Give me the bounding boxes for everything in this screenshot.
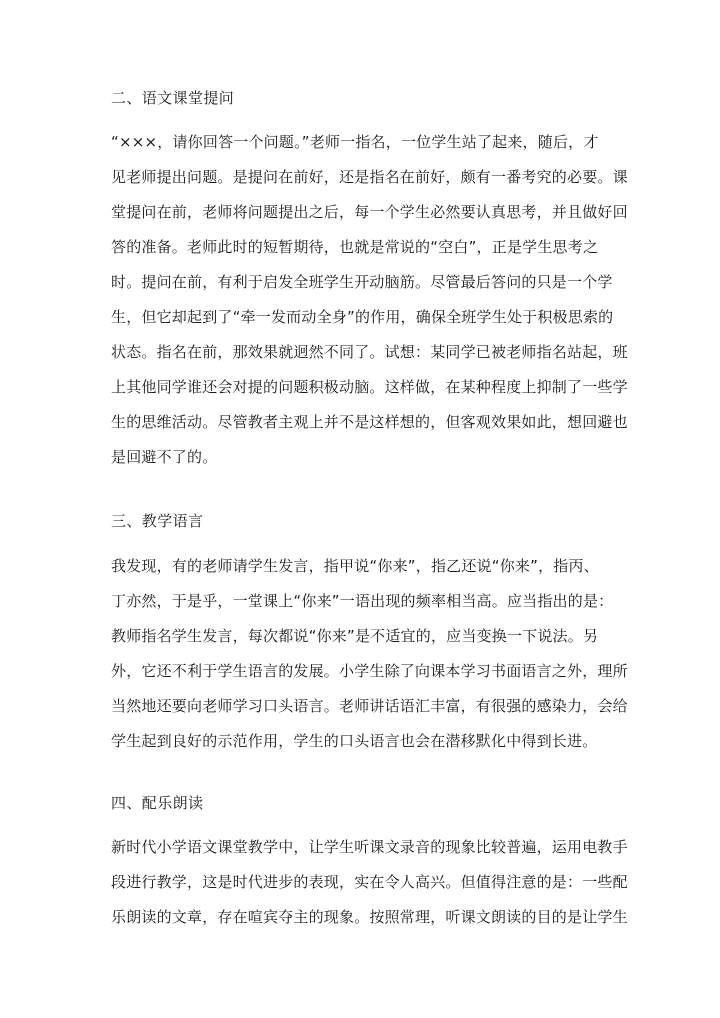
paragraph-line: 我发现，有的老师请学生发言，指甲说“你来”，指乙还说“你来”，指丙、	[111, 557, 599, 575]
paragraph-line: 答的准备。老师此时的短暂期待，也就是常说的“空白”，正是学生思考之	[111, 238, 599, 256]
paragraph-line: 当然地还要向老师学习口头语言。老师讲话语汇丰富，有很强的感染力，会给	[111, 697, 628, 715]
section-heading: 二、语文课堂提问	[111, 89, 235, 107]
paragraph-line: 生的思维活动。尽管教者主观上并不是这样想的，但客观效果如此，想回避也	[111, 413, 628, 431]
paragraph-line: “×××，请你回答一个问题。”老师一指名，一位学生站了起来，随后，才	[111, 133, 599, 151]
section-heading: 四、配乐朗读	[111, 794, 204, 812]
paragraph-line: 时。提问在前，有利于启发全班学生开动脑筋。尽管最后答问的只是一个学	[111, 273, 613, 291]
paragraph-line: 新时代小学语文课堂教学中，让学生听课文录音的现象比较普遍，运用电教手	[111, 838, 628, 856]
paragraph-line: 学生起到良好的示范作用，学生的口头语言也会在潜移默化中得到长进。	[111, 732, 598, 750]
section-heading: 三、教学语言	[111, 512, 204, 530]
paragraph-line: 教师指名学生发言，每次都说“你来”是不适宜的，应当变换一下说法。另	[111, 627, 599, 645]
paragraph-line: 生，但它却起到了“牵一发而动全身”的作用，确保全班学生处于积极思索的	[111, 308, 614, 326]
paragraph-line: 外，它还不利于学生语言的发展。小学生除了向课本学习书面语言之外，理所	[111, 662, 628, 680]
paragraph-line: 是回避不了的。	[111, 448, 218, 466]
paragraph-line: 上其他同学谁还会对提的问题积极动脑。这样做，在某种程度上抑制了一些学	[111, 378, 628, 396]
paragraph-line: 丁亦然，于是乎，一堂课上“你来”一语出现的频率相当高。应当指出的是：	[111, 592, 614, 610]
paragraph-line: 状态。指名在前，那效果就迥然不同了。试想：某同学已被老师指名站起，班	[111, 343, 628, 361]
paragraph-line: 乐朗读的文章，存在喧宾夺主的现象。按照常理，听课文朗读的目的是让学生	[111, 908, 628, 926]
paragraph-line: 段进行教学，这是时代进步的表现，实在令人高兴。但值得注意的是：一些配	[111, 873, 628, 891]
paragraph-line: 堂提问在前，老师将问题提出之后，每一个学生必然要认真思考，并且做好回	[111, 203, 628, 221]
paragraph-line: 见老师提出问题。是提问在前好，还是指名在前好，颇有一番考究的必要。课	[111, 168, 628, 186]
